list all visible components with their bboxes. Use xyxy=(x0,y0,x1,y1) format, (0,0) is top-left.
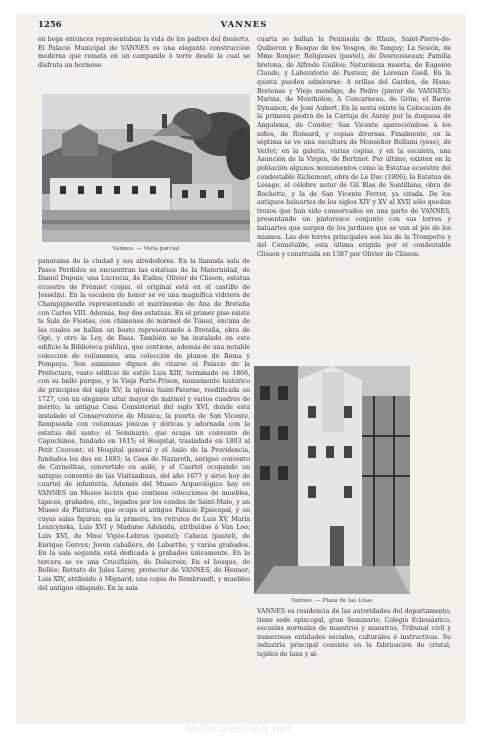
left-column-main-text xyxy=(38,258,250,714)
running-header xyxy=(38,20,450,32)
photo-plaza-lisas xyxy=(254,366,410,594)
watermark: todocoleccion.net xyxy=(185,722,293,735)
left-column-top-text xyxy=(38,36,250,96)
photo-caption-bottom: Vannes. — Plaza de las Lisas xyxy=(291,598,373,604)
magazine-page xyxy=(16,14,466,724)
right-column-top-text xyxy=(257,36,451,366)
running-title: VANNES xyxy=(220,20,268,30)
paragraph: en boga entonces representaban la vida de los padres del desierto. El Palacio Municipal de VANNES es una elegante construcción moderna que remata en un campanile ó torre desde la cual se disfruta un hermoso xyxy=(38,36,250,69)
photo-caption-top: Vannes. — Vista parcial xyxy=(112,246,180,252)
paragraph: panorama de la ciudad y sus alrededores. En la llamada sala de Pasos Perdidos se encuentran las estatuas de la Maternidad, de Daniel Dupuis; una Lucrecia, de Eudes; Olivier de Clisson, estatua ecuestre de Frémiet (copia, el original está en el castillo de Josselin). En la escalera de honor se ve una magnífica vidriera de Champigneulle representando el matrimonio de Ana de Bretaña con Carlos VIII. Además, hay dos estatuas. En el primer piso existe la Sala de Fiestas, con chimenea de mármol de Túnez, encima de las cuales se hallan un busto representando á Bretaña, obra de Ogé, y otro la Ley, de Baas. También se ha instalado en este edificio la Biblioteca pública, que contiene, además de una notable colección de volúmenes, una colección de planos de Roma y Pompeya. Son asimismo dignos de citarse el Palacio de la Prefectura, vasto edificio de estilo Luis XIII, terminado en 1866, con su bello parque, y la Vieja Porte-Prison, monumento histórico de principios del siglo XV; la iglesia Saint-Paterne, reedificada en 1727, con un elegante altar mayor de mármol y varios cuadros de mérito; la antigua Casa Consistorial del siglo XVI, donde está instalado el Conservatorio de Música; la puerta de San Vicente, flanqueada con columnas jónicas y dóricas y adornada con la estatua del santo; el Seminario, que ocupa un convento de Capuchinos, fundado en 1615; el Hospital, trasladado en 1803 al Petit Couvent; el Hospital general y el Asilo de la Providencia, fundados los dos en 1685; la Casa de Nazareth, antiguo convento de Carmelitas, convertido en asilo, y el Cuartel ocupando un antiguo convento de las Visitandinas, del año 1677 y sirve hoy de cuartel de infantería. Además del Museo Arqueológico hay en VANNES un Museo lectón que contiene colecciones de muebles, tapices, grabados, etc., legados por los condes de Saint-Malo, y un Museo de Pinturas, que ocupa el antiguo Palacio Episcopal, y en cuyas salas figuran: en la primera, los retratos de Luis XV, María Leszcynska, Luis XVI y Madame Adelaida, atribuidos á Van Loo; Luis XVI, de Mme Vigée-Lebrun (pastel); Cabeza (pastel), de Enrique Gervex; Joven caballero, de Labarthe, y varios grabados. En la sala segunda está dedicada á grabados únicamente. En la tercera se ve una Crucifixión, de Delacroix; En el bosque, de Bellée; Retrato de Jules Leroy, protector de VANNES, de Henner; Luis XIV, atribuido á Mignard; una copia de Rembrandt, y muebles del antiguo obispado. En la sala xyxy=(38,258,250,592)
paragraph: cuarta se hallan la Península de Rhuis, Saint-Pierre-de-Quiberon y Bosque de los Vosgos, de Tanguy; La Sesión, de Mme Ronjier; Religiosas (pastel), de Desrousseaux; Familia bretona, de Alfredo Guillou; Naturaleza muerta, de Eugenio Claude, y Laboratorio de Pasteur, de Lorenzo Gsell. En la quinta pueden admirarse: A orillas del Garden, de Hans; Bretonas y Viejo mendigo, de Pedro (pintor de VANNES); Marina, de Montholon; A Concarneau, de Grün; el Barón Dynamon, de José Aubert. En la sexta existe la Colocación de la primera piedra de la Cartuja de Auray por la duquesa de Angulema, de Conder; San Vicente apareciéndose á los niños, de Ronsard, y copias diversas. Finalmente, en la séptima se ve una escultura de Monseñor Bellami (yeso), de Verlet; en la galería, varias copias, y en la escalera, una Asunción de la Virgen, de Bertinot. Por último, existen en la población algunos monumentos como la Estatua ecuestre del condestable Richemont, obra de Le Duc (1906); la Estatua de Lesage, el célebre autor de Gil Blas de Santillana, obra de Rochette, y la de San Vicente Ferrer, ya citada. De los antiguos baluartes de los siglos XIV y XV al XVII sólo quedan trozos que han sido conservados en una parte de VANNES, presentando un pintoresco conjunto con sus torres y baluartes que surgen de los jardines que se ven al pie de los mismos. Las dos torres principales son las de la Trompette y del Connétable, esta última erigida por el condestable Clisson y construida en 1387 por Olivier de Clisson. xyxy=(257,36,451,258)
paragraph: VANNES es residencia de las autoridades del departamento; tiene sede episcopal, gran Seminario, Colegio Eclesiástico, escuelas normales de maestros y maestras, Tribunal civil y numerosas entidades sociales, culturales é instructivas. Su industria principal consiste en la fabricación de cristal, tejidos de lana y al- xyxy=(257,608,451,658)
photo-vista-parcial xyxy=(42,94,250,242)
page-number: 1256 xyxy=(38,20,62,30)
right-column-bottom-text xyxy=(257,608,451,708)
